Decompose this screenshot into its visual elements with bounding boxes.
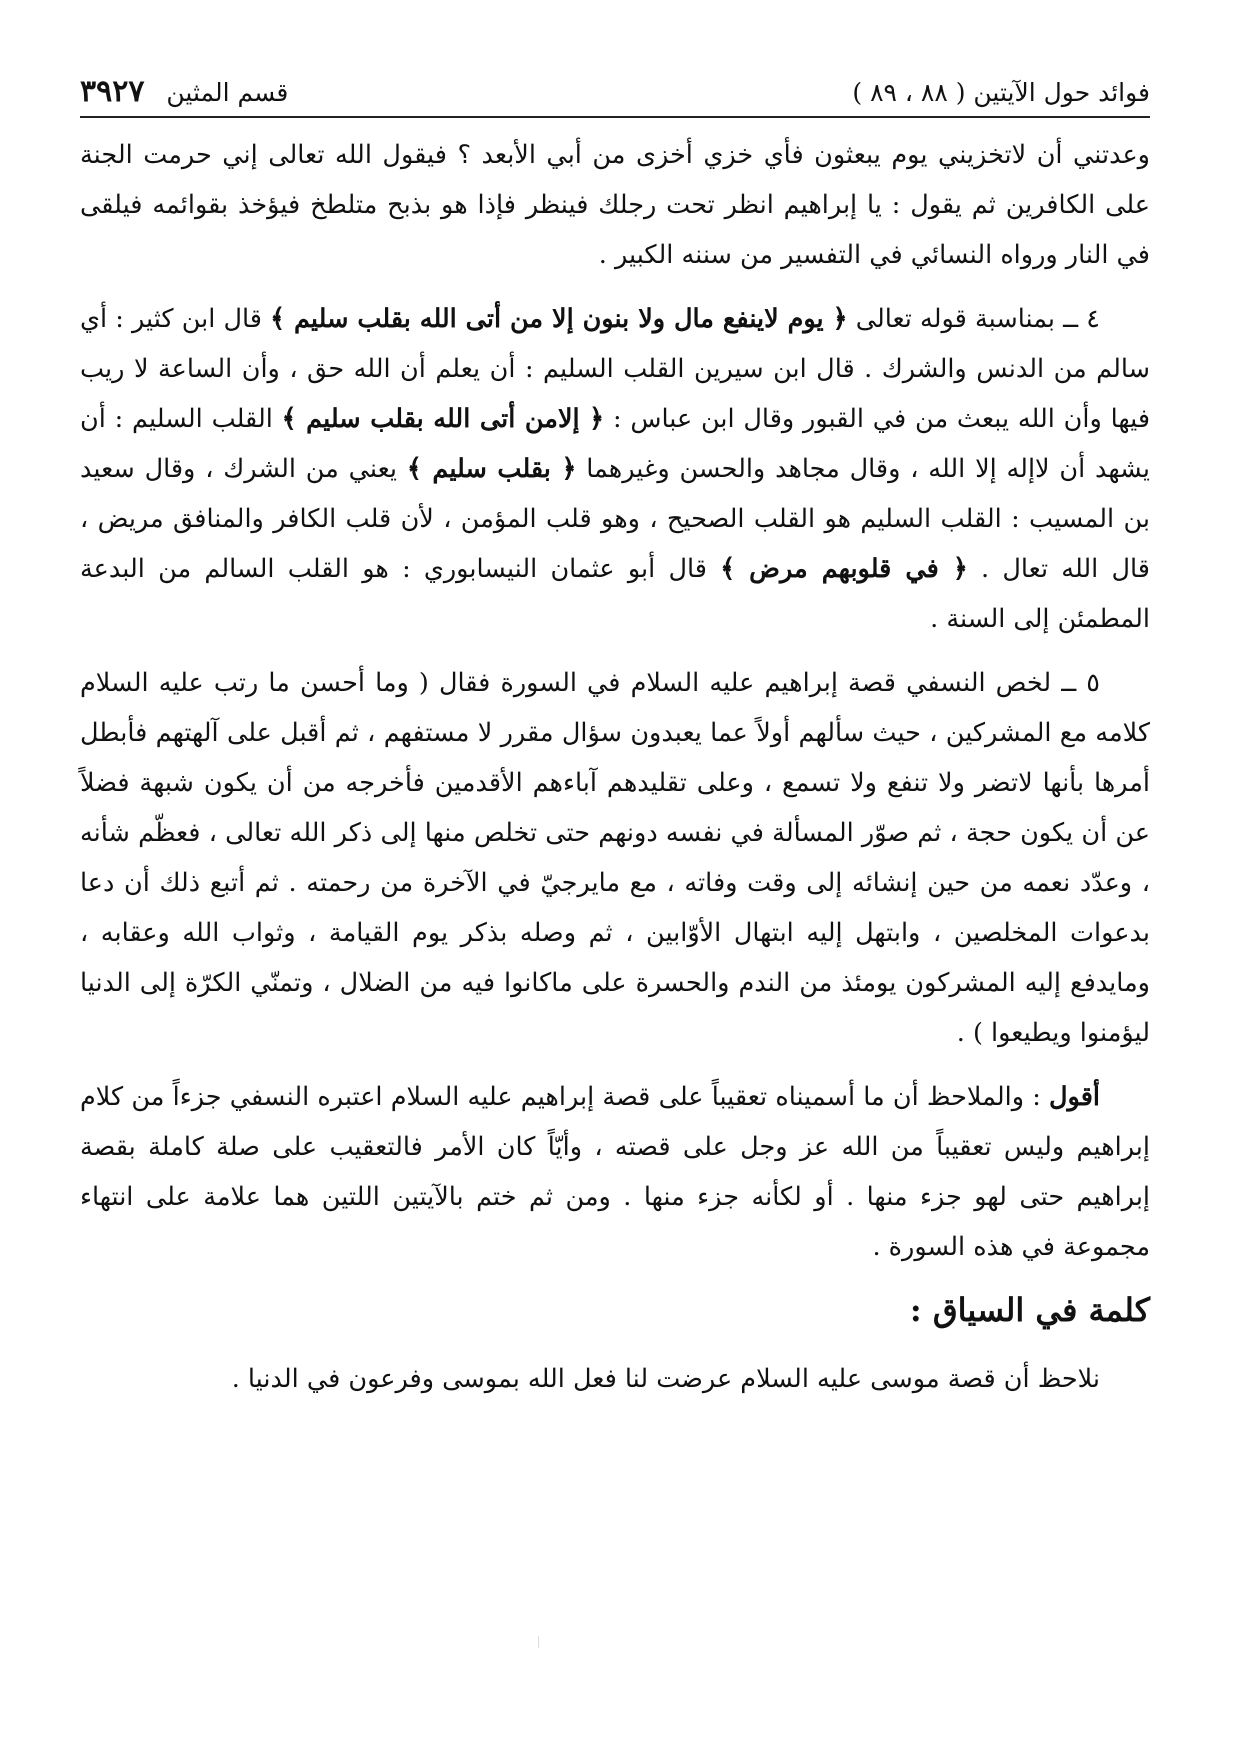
paragraph-1: وعدتني أن لاتخزيني يوم يبعثون فأي خزي أخزى من أبي الأبعد ؟ فيقول الله تعالى إني حرمت الجنة على الكافرين ثم يقول : يا إبراهيم انظر تحت رجلك فينظر فإذا هو بذبح متلطخ فيؤخذ بقوائمه فيلقى في النار ورواه النسائي في التفسير من سننه الكبير . <box>80 140 1150 270</box>
paragraph-3: ٥ ــ لخص النسفي قصة إبراهيم عليه السلام في السورة فقال ( وما أحسن ما رتب عليه السلام كلامه مع المشركين ، حيث سألهم أولاً عما يعبدون سؤال مقرر لا مستفهم ، ثم أقبل على آلهتهم فأبطل أمرها بأنها لاتضر ولا تنفع ولا تسمع ، وعلى تقليدهم آباءهم الأقدمين فأخرجه من أن يكون شبهة فضلاً عن أن يكون حجة ، ثم صوّر المسألة في نفسه دونهم حتى تخلص منها إلى ذكر الله تعالى ، فعظّم شأنه ، وعدّد نعمه من حين إنشائه إلى وقت وفاته ، مع مايرجيّ في الآخرة من رحمته . ثم أتبع ذلك أن دعا بدعوات المخلصين ، وابتهل إليه ابتهال الأوّابين ، ثم وصله بذكر يوم القيامة ، وثواب الله وعقابه ، ومايدفع إليه المشركون يومئذ من الندم والحسرة على ماكانوا فيه من الضلال ، وتمنّي الكرّة إلى الدنيا ليؤمنوا ويطيعوا ) . <box>80 668 1150 1048</box>
p4-text: : والملاحظ أن ما أسميناه تعقيباً على قصة إبراهيم عليه السلام اعتبره النسفي جزءاً من كلام إبراهيم وليس تعقيباً من الله عز وجل على قصته ، وأيّاً كان الأمر فالتعقيب على صلة كاملة بقصة إبراهيم حتى لهو جزء منها . أو لكأنه جزء منها . ومن ثم ختم بالآيتين اللتين هما علامة على انتهاء مجموعة في هذه السورة . <box>80 1082 1150 1262</box>
bottom-mark <box>538 1636 539 1648</box>
verse-4: ﴿ في قلوبهم مرض ﴾ <box>720 554 968 584</box>
running-header <box>80 70 1150 118</box>
paragraph-2 <box>80 294 1150 644</box>
p2-text-1: قال ابن كثير : أي سالم من الدنس والشرك . قال ابن سيرين القلب السليم : أن يعلم أن الله حق ، وأن الساعة لا ريب فيها وأن الله يبعث من في القبور وقال ابن عباس : <box>80 304 1151 434</box>
book-page <box>80 70 1150 1404</box>
verse-1: ﴿ يوم لاينفع مال ولا بنون إلا من أتى الله بقلب سليم ﴾ <box>270 304 848 334</box>
p2-text-4: قال أبو عثمان النيسابوري : هو القلب السالم من البدعة المطمئن إلى السنة . <box>80 554 1150 634</box>
section-heading: كلمة في السياق : <box>909 1291 1150 1329</box>
verse-2: ﴿ إلامن أتى الله بقلب سليم ﴾ <box>281 404 605 434</box>
paragraph-4 <box>80 1072 1150 1272</box>
paragraph-5: نلاحظ أن قصة موسى عليه السلام عرضت لنا فعل الله بموسى وفرعون في الدنيا . <box>231 1364 1100 1394</box>
p2-text-3: يعني من الشرك ، وقال سعيد بن المسيب : القلب السليم هو القلب الصحيح ، وهو قلب المؤمن ، لأن قلب الكافر والمنافق مريض ، قال الله تعال . <box>80 454 1150 584</box>
verse-3: ﴿ بقلب سليم ﴾ <box>406 454 577 484</box>
p2-lead: ٤ ــ بمناسبة قوله تعالى <box>855 304 1100 334</box>
header-title: فوائد حول الآيتين ( ٨٨ ، ٨٩ ) <box>852 78 1150 107</box>
p4-lead: أقول <box>1049 1082 1101 1112</box>
section-name: قسم المثين <box>166 78 289 107</box>
header-section <box>80 74 288 109</box>
page-number: ٣٩٢٧ <box>80 74 145 109</box>
p2-text-2: القلب السليم : أن يشهد أن لاإله إلا الله ، وقال مجاهد والحسن وغيرهما <box>80 404 1151 484</box>
